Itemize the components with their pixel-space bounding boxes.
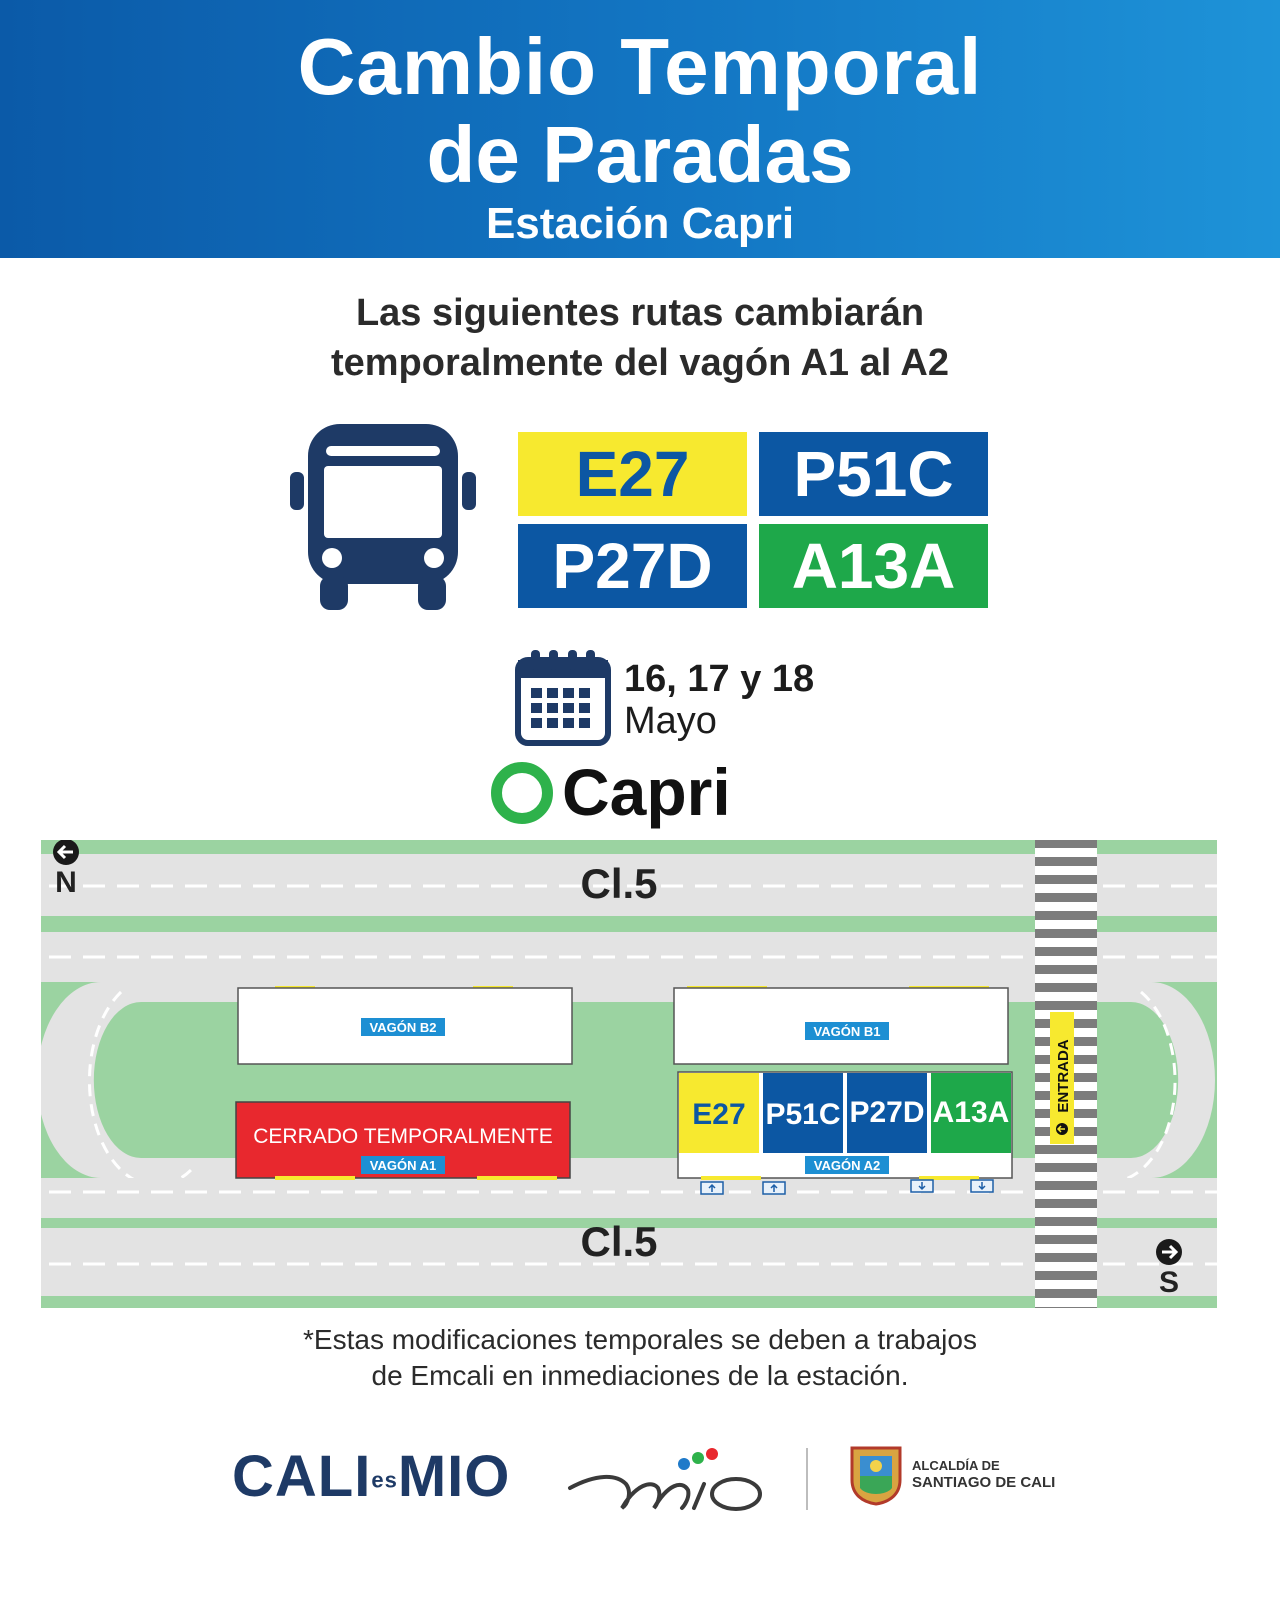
station-map xyxy=(41,840,1217,1308)
street-label-top: Cl.5 xyxy=(580,860,658,907)
logo-mio-text: MIO xyxy=(397,1444,511,1509)
street-label-bottom: Cl.5 xyxy=(580,1218,658,1265)
wagon-b1-label: VAGÓN B1 xyxy=(813,1024,881,1039)
schedule-month: Mayo xyxy=(624,700,717,742)
intro-text xyxy=(0,288,1280,388)
schedule-dates: 16, 17 y 18 xyxy=(624,658,815,700)
intro-line2: temporalmente del vagón A1 al A2 xyxy=(330,342,950,384)
footnote xyxy=(0,1322,1280,1394)
page-title-line2: de Paradas xyxy=(426,110,854,199)
logos-footer xyxy=(0,1440,1280,1520)
footnote-line2: de Emcali en inmediaciones de la estación. xyxy=(371,1360,909,1391)
logo-cali-text: CALI xyxy=(232,1444,372,1509)
map-route-a13a-label: A13A xyxy=(932,1096,1010,1129)
alcaldia-line1: ALCALDÍA DE xyxy=(912,1458,1000,1473)
entrance-label: ENTRADA xyxy=(1055,1039,1072,1113)
south-label: S xyxy=(1158,1266,1180,1299)
route-badge-p51c: P51C xyxy=(759,432,988,516)
page-title-line1: Cambio Temporal xyxy=(297,22,983,111)
wagon-a2-label: VAGÓN A2 xyxy=(813,1158,881,1173)
arrow-left-icon xyxy=(53,840,79,865)
page-subtitle: Estación Capri xyxy=(485,199,795,248)
footnote-line1: *Estas modificaciones temporales se deben a trabajos xyxy=(303,1324,977,1355)
route-badge-e27: E27 xyxy=(518,432,747,516)
calendar-icon xyxy=(515,650,611,746)
closed-label: CERRADO TEMPORALMENTE xyxy=(253,1125,553,1148)
arrow-right-icon xyxy=(1156,1239,1182,1265)
alcaldia-line2: SANTIAGO DE CALI xyxy=(912,1474,1056,1491)
north-label: N xyxy=(55,866,77,899)
header-banner xyxy=(0,0,1280,258)
mio-logo xyxy=(566,1444,776,1514)
bus-icon xyxy=(290,424,476,612)
wagon-a1-label: VAGÓN A1 xyxy=(369,1158,437,1173)
station-ring-icon xyxy=(491,762,553,824)
logo-es-text: es xyxy=(371,1467,398,1493)
route-badge-a13a: A13A xyxy=(759,524,988,608)
cali-crest-icon xyxy=(850,1444,902,1506)
map-route-p27d-label: P27D xyxy=(849,1096,925,1129)
intro-line1: Las siguientes rutas cambiarán xyxy=(355,292,925,334)
station-name: Capri xyxy=(562,755,731,829)
routes-grid xyxy=(518,432,988,610)
logo-divider xyxy=(806,1448,808,1510)
cali-es-mio-logo xyxy=(232,1442,510,1516)
map-route-e27-label: E27 xyxy=(692,1098,746,1131)
route-badge-p27d: P27D xyxy=(518,524,747,608)
wagon-b2-label: VAGÓN B2 xyxy=(369,1020,437,1035)
map-route-p51c-label: P51C xyxy=(765,1098,841,1131)
